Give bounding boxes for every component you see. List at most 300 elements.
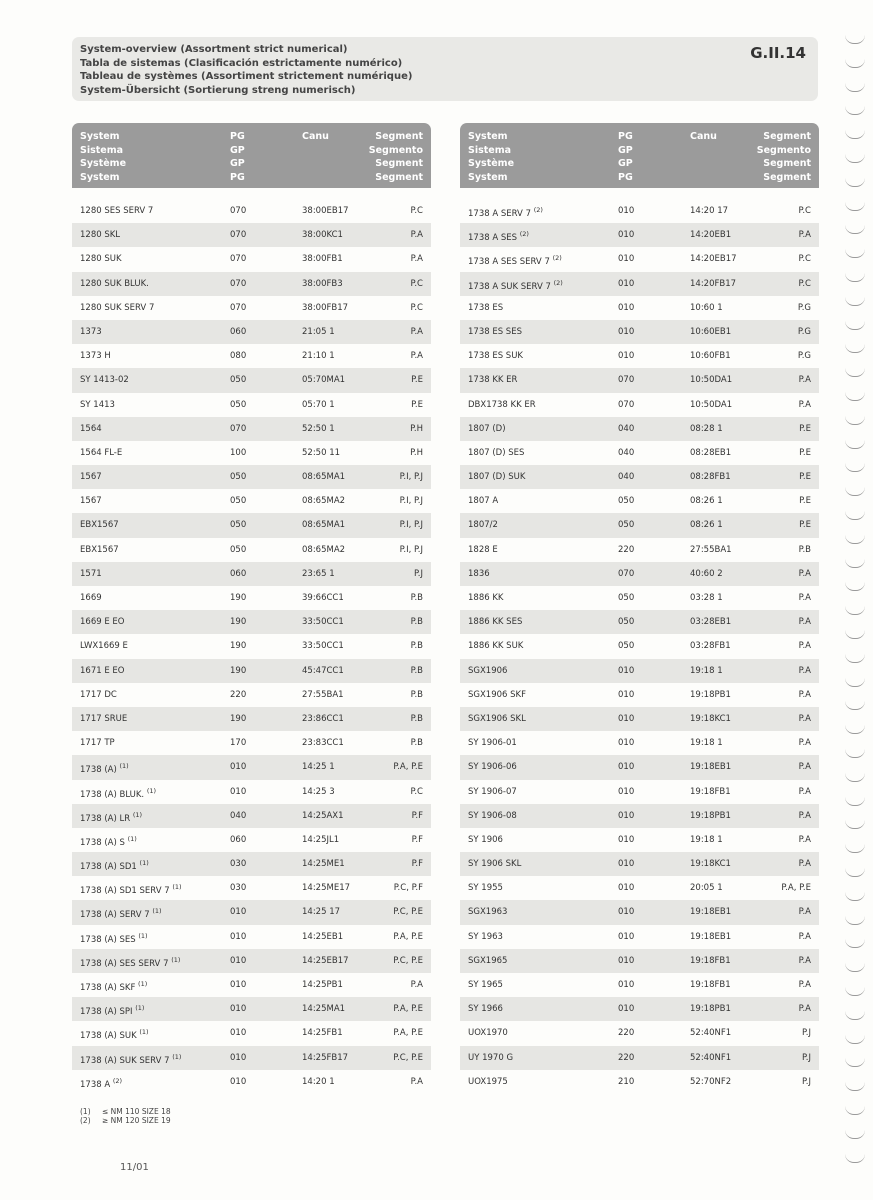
system-name: 1807 (D) SUK [468, 472, 526, 483]
segment-cell: P.A [410, 351, 423, 362]
segment-cell: P.A [798, 713, 811, 724]
system-name: 1738 (A) SES SERV 7 [80, 958, 169, 969]
segment-cell: P.F [411, 834, 423, 845]
system-cell [80, 666, 124, 676]
system-name: 1738 A SES SERV 7 [468, 257, 550, 268]
table-row [460, 683, 819, 707]
canu-cell: 38:00KC1 [302, 230, 343, 241]
segment-cell: P.B [410, 689, 423, 700]
table-row [460, 634, 819, 658]
segment-cell: P.A [410, 1076, 423, 1087]
footnote-ref: (1) [119, 762, 129, 771]
table-header [72, 123, 431, 188]
table-row [72, 344, 431, 368]
pg-cell: 070 [618, 568, 635, 579]
segment-cell: P.J [801, 1052, 811, 1063]
systems-table-right [460, 123, 819, 1094]
canu-cell: 52:40NF1 [690, 1052, 732, 1063]
system-name: SY 1965 [468, 980, 503, 990]
system-cell [468, 690, 526, 700]
system-name: 1836 [468, 568, 490, 579]
table-row [72, 1021, 431, 1045]
table-row [460, 1070, 819, 1094]
canu-cell: 14:20FB17 [690, 278, 737, 289]
system-name: 1807 A [468, 496, 499, 507]
table-row [460, 876, 819, 900]
footnote-ref: (2) [553, 278, 563, 287]
system-cell [468, 472, 525, 482]
table-row [72, 876, 431, 900]
system-name: 1280 SUK BLUK. [80, 278, 149, 289]
table-row [72, 683, 431, 707]
pg-cell: 010 [618, 883, 635, 894]
system-name: 1738 (A) [80, 765, 117, 776]
segment-cell: P.G [797, 351, 811, 362]
binder-ring [845, 416, 865, 425]
pg-cell: 010 [618, 689, 635, 700]
table-row [460, 949, 819, 973]
column-canu-header: Canu [690, 131, 717, 142]
table-row [460, 441, 819, 465]
pg-cell: 010 [618, 955, 635, 966]
binder-ring [845, 559, 865, 568]
segment-cell: P.A [798, 230, 811, 241]
footnote-ref: (1) [127, 834, 137, 843]
system-name: 1738 (A) SD1 [80, 861, 137, 872]
binder-ring [845, 1130, 865, 1139]
system-cell [468, 279, 563, 292]
footnote-ref: (1) [135, 1004, 145, 1013]
pg-cell: 010 [230, 762, 247, 773]
system-name: SY 1906 [468, 834, 503, 845]
header-title-en: System-overview (Assortment strict numerical) [80, 44, 348, 55]
binder-ring [845, 630, 865, 639]
footnote-ref: (2) [519, 230, 529, 239]
system-cell [468, 254, 562, 267]
pg-cell: 050 [230, 496, 247, 507]
table-row [72, 465, 431, 489]
segment-cell: P.A [798, 834, 811, 845]
canu-cell: 38:00FB17 [302, 302, 349, 313]
system-cell [468, 520, 498, 530]
pg-cell: 010 [618, 1004, 635, 1015]
canu-cell: 33:50CC1 [302, 617, 344, 628]
canu-cell: 23:83CC1 [302, 738, 344, 749]
table-row [460, 780, 819, 804]
pg-cell: 070 [230, 254, 247, 265]
canu-cell: 40:60 2 [690, 568, 723, 579]
system-name: 1280 SES SERV 7 [80, 206, 154, 216]
canu-cell: 19:18EB1 [690, 907, 732, 918]
system-cell [80, 206, 153, 216]
system-cell [468, 400, 536, 410]
table-row [72, 659, 431, 683]
binder-ring [845, 868, 865, 877]
system-name: SY 1906-01 [468, 738, 517, 749]
footnote-ref: (1) [132, 810, 143, 819]
canu-cell: 27:55BA1 [690, 544, 732, 555]
binder-ring [845, 797, 865, 806]
system-cell [80, 448, 122, 458]
segment-cell: P.A [798, 859, 811, 870]
canu-cell: 08:26 1 [690, 496, 723, 507]
system-name: 1738 (A) SD1 SERV 7 [80, 886, 170, 897]
table-row [72, 997, 431, 1021]
table-row [72, 1046, 431, 1070]
pg-cell: 070 [230, 423, 247, 434]
pg-cell: 010 [618, 859, 635, 870]
pg-cell: 190 [230, 617, 247, 628]
canu-cell: 21:05 1 [302, 326, 335, 337]
binder-ring [845, 178, 865, 187]
canu-cell: 14:25JL1 [302, 834, 340, 845]
table-row [460, 417, 819, 441]
canu-cell: 14:25ME1 [302, 859, 345, 870]
table-row [460, 199, 819, 223]
binder-ring [845, 987, 865, 996]
segment-cell: P.B [410, 665, 423, 676]
pg-cell: 010 [618, 834, 635, 845]
canu-cell: 38:00EB17 [302, 206, 349, 216]
segment-cell: P.A [410, 254, 423, 265]
pg-cell: 050 [230, 375, 247, 386]
segment-cell: P.A, P.E [393, 1004, 423, 1015]
segment-cell: P.C [410, 206, 423, 216]
system-cell [80, 738, 115, 748]
system-cell [468, 1028, 508, 1038]
segment-cell: P.G [797, 326, 811, 337]
binder-ring [845, 1106, 865, 1115]
pg-cell: 010 [618, 762, 635, 773]
segment-cell: P.F [411, 810, 423, 821]
system-cell [80, 883, 182, 896]
system-cell [468, 327, 522, 337]
column-segment-header: Segment Segmento Segment Segment [368, 131, 423, 183]
table-row [460, 247, 819, 271]
segment-cell: P.A [798, 738, 811, 749]
binder-ring [845, 321, 865, 330]
binder-ring [845, 1011, 865, 1020]
segment-cell: P.B [410, 738, 423, 749]
table-body [460, 199, 819, 1094]
segment-cell: P.I, P.J [399, 544, 423, 555]
canu-cell: 27:55BA1 [302, 689, 344, 700]
segment-cell: P.C, P.E [393, 1052, 423, 1063]
canu-cell: 38:00FB1 [302, 254, 343, 265]
canu-cell: 14:25 3 [302, 786, 335, 797]
canu-cell: 52:50 1 [302, 423, 335, 434]
column-pg-header: PG GP GP PG [230, 131, 245, 183]
binder-ring [845, 59, 865, 68]
pg-cell: 010 [230, 907, 247, 918]
pg-cell: 190 [230, 665, 247, 676]
pg-cell: 010 [230, 980, 247, 990]
canu-cell: 10:60FB1 [690, 351, 731, 362]
system-name: 1886 KK SES [468, 617, 523, 628]
segment-cell: P.E [411, 375, 423, 386]
canu-cell: 19:18 1 [690, 738, 723, 749]
system-name: SGX1906 [468, 665, 508, 676]
footnote-ref: (1) [139, 859, 149, 868]
system-name: 1567 [80, 472, 102, 483]
binder-ring [845, 273, 865, 282]
system-name: 1373 H [80, 351, 111, 362]
pg-cell: 010 [618, 980, 635, 990]
system-name: 1738 ES SES [468, 326, 522, 337]
canu-cell: 19:18EB1 [690, 762, 732, 773]
canu-cell: 08:26 1 [690, 520, 723, 531]
pg-cell: 040 [618, 423, 635, 434]
pg-cell: 010 [618, 931, 635, 942]
canu-cell: 19:18PB1 [690, 810, 731, 821]
system-cell [468, 569, 490, 579]
system-cell [468, 811, 517, 821]
canu-cell: 03:28FB1 [690, 641, 731, 652]
pg-cell: 050 [618, 617, 635, 628]
footnote-2: (2) ≥ NM 120 SIZE 19 [80, 1116, 171, 1125]
binder-ring [845, 1058, 865, 1067]
segment-cell: P.C [798, 278, 811, 289]
column-system-header: System Sistema Système System [80, 131, 127, 183]
page-number: 11/01 [120, 1162, 149, 1173]
system-name: SY 1906-07 [468, 786, 517, 797]
binder-ring [845, 368, 865, 377]
system-cell [80, 230, 120, 240]
pg-cell: 010 [618, 254, 635, 265]
canu-cell: 38:00FB3 [302, 278, 343, 289]
system-name: 1738 (A) BLUK. [80, 789, 145, 800]
system-name: SGX1963 [468, 907, 508, 918]
system-cell [80, 400, 115, 410]
system-cell [468, 738, 517, 748]
table-row [72, 755, 431, 779]
segment-cell: P.C, P.F [393, 883, 423, 894]
binder-ring [845, 535, 865, 544]
segment-cell: P.E [411, 399, 423, 410]
table-row [72, 489, 431, 513]
system-name: 1738 (A) SPI [80, 1007, 133, 1018]
table-row [72, 199, 431, 223]
system-cell [468, 980, 503, 990]
system-name: 1669 E EO [80, 617, 125, 628]
system-cell [468, 448, 524, 458]
segment-cell: P.F [411, 859, 423, 870]
segment-cell: P.B [410, 593, 423, 603]
binder-ring [845, 916, 865, 925]
pg-cell: 220 [230, 689, 247, 700]
system-name: 1807/2 [468, 520, 498, 531]
table-row [460, 852, 819, 876]
system-cell [80, 787, 156, 800]
footnotes [80, 1107, 171, 1125]
pg-cell: 040 [618, 472, 635, 483]
binder-ring [845, 130, 865, 139]
pg-cell: 010 [618, 278, 635, 289]
system-name: DBX1738 KK ER [468, 399, 536, 410]
header-title-de: System-Übersicht (Sortierung streng numerisch) [80, 84, 356, 96]
canu-cell: 39:66CC1 [302, 593, 344, 603]
system-name: 1564 FL-E [80, 447, 123, 458]
binder-ring [845, 202, 865, 211]
canu-cell: 03:28 1 [690, 593, 723, 603]
pg-cell: 010 [618, 326, 635, 337]
pg-cell: 070 [230, 230, 247, 241]
table-row [460, 393, 819, 417]
segment-cell: P.B [410, 617, 423, 628]
system-name: 1571 [80, 568, 102, 579]
pg-cell: 070 [618, 375, 635, 386]
canu-cell: 14:25FB17 [302, 1052, 349, 1063]
canu-cell: 19:18FB1 [690, 955, 731, 966]
segment-cell: P.E [799, 520, 811, 531]
canu-cell: 19:18 1 [690, 834, 723, 845]
binder-rings [845, 35, 873, 1185]
binder-ring [845, 487, 865, 496]
system-cell [468, 762, 517, 772]
system-name: 1738 A SUK SERV 7 [468, 281, 551, 292]
table-row [72, 586, 431, 610]
system-name: 1738 A SES [468, 233, 518, 244]
binder-ring [845, 154, 865, 163]
pg-cell: 040 [230, 810, 247, 821]
binder-ring [845, 463, 865, 472]
segment-cell: P.H [410, 447, 423, 458]
canu-cell: 03:28EB1 [690, 617, 732, 628]
footnote-ref: (2) [112, 1076, 123, 1085]
canu-cell: 08:65MA2 [302, 496, 346, 507]
segment-cell: P.I, P.J [399, 472, 423, 483]
pg-cell: 190 [230, 713, 247, 724]
segment-cell: P.C [410, 278, 423, 289]
system-name: 1738 (A) SUK SERV 7 [80, 1055, 170, 1066]
segment-cell: P.E [799, 496, 811, 507]
system-name: SY 1906 SKL [468, 859, 522, 870]
segment-cell: P.A, P.E [393, 1028, 423, 1039]
pg-cell: 010 [618, 786, 635, 797]
system-cell [468, 859, 521, 869]
table-row [72, 320, 431, 344]
footnote-ref: (2) [552, 254, 562, 263]
system-cell [80, 327, 102, 337]
table-row [460, 755, 819, 779]
canu-cell: 14:20 17 [690, 206, 729, 216]
canu-cell: 14:25EB1 [302, 931, 344, 942]
canu-cell: 21:10 1 [302, 351, 335, 362]
table-header [460, 123, 819, 188]
system-cell [80, 641, 128, 651]
table-row [72, 780, 431, 804]
system-name: 1738 (A) SERV 7 [80, 910, 150, 921]
binder-ring [845, 1154, 865, 1163]
system-cell [80, 956, 180, 969]
column-canu-header: Canu [302, 131, 329, 142]
system-cell [468, 206, 543, 219]
binder-ring [845, 83, 865, 92]
footnote-ref: (1) [171, 955, 181, 964]
system-name: SY 1966 [468, 1004, 503, 1015]
system-cell [80, 351, 111, 361]
pg-cell: 210 [618, 1076, 635, 1087]
system-name: 1738 KK ER [468, 375, 518, 386]
table-row [72, 707, 431, 731]
binder-ring [845, 392, 865, 401]
table-row [460, 320, 819, 344]
table-row [460, 731, 819, 755]
canu-cell: 19:18 1 [690, 665, 723, 676]
segment-cell: P.A [798, 399, 811, 410]
binder-ring [845, 773, 865, 782]
system-cell [80, 835, 137, 848]
system-name: 1717 TP [80, 738, 115, 749]
system-cell [468, 1053, 513, 1063]
pg-cell: 010 [618, 302, 635, 313]
system-cell [468, 787, 517, 797]
pg-cell: 010 [618, 665, 635, 676]
system-name: 1669 [80, 593, 102, 603]
table-row [460, 659, 819, 683]
pg-cell: 050 [618, 520, 635, 531]
system-name: SY 1413-02 [80, 375, 129, 386]
table-row [72, 610, 431, 634]
segment-cell: P.A [410, 980, 423, 990]
segment-cell: P.A [798, 689, 811, 700]
pg-cell: 080 [230, 351, 247, 362]
table-row [460, 1046, 819, 1070]
canu-cell: 19:18EB1 [690, 931, 732, 942]
system-cell [80, 254, 122, 264]
binder-ring [845, 725, 865, 734]
segment-cell: P.A [798, 980, 811, 990]
system-name: SY 1963 [468, 931, 503, 942]
canu-cell: 19:18KC1 [690, 713, 731, 724]
canu-cell: 45:47CC1 [302, 665, 344, 676]
segment-cell: P.J [801, 1076, 811, 1087]
segment-cell: P.E [799, 423, 811, 434]
table-row [72, 804, 431, 828]
table-row [72, 925, 431, 949]
pg-cell: 060 [230, 326, 247, 337]
page-header [72, 37, 818, 101]
pg-cell: 190 [230, 593, 247, 603]
binder-ring [845, 606, 865, 615]
pg-cell: 170 [230, 738, 247, 749]
system-cell [468, 835, 503, 845]
system-cell [468, 593, 503, 603]
segment-cell: P.C [798, 206, 811, 216]
system-cell [80, 690, 117, 700]
system-name: SY 1906-08 [468, 810, 517, 821]
binder-ring [845, 582, 865, 591]
system-cell [80, 375, 129, 385]
pg-cell: 050 [230, 472, 247, 483]
system-cell [80, 496, 102, 506]
table-row [460, 272, 819, 296]
system-name: SGX1906 SKL [468, 713, 526, 724]
canu-cell: 14:20EB17 [690, 254, 737, 265]
table-row [72, 223, 431, 247]
system-cell [468, 617, 522, 627]
table-row [72, 828, 431, 852]
pg-cell: 010 [230, 1004, 247, 1015]
canu-cell: 19:18FB1 [690, 786, 731, 797]
binder-ring [845, 701, 865, 710]
segment-cell: P.C [410, 786, 423, 797]
segment-cell: P.A [798, 786, 811, 797]
segment-cell: P.J [801, 1028, 811, 1039]
table-row [460, 828, 819, 852]
system-name: EBX1567 [80, 544, 119, 555]
canu-cell: 05:70 1 [302, 399, 335, 410]
